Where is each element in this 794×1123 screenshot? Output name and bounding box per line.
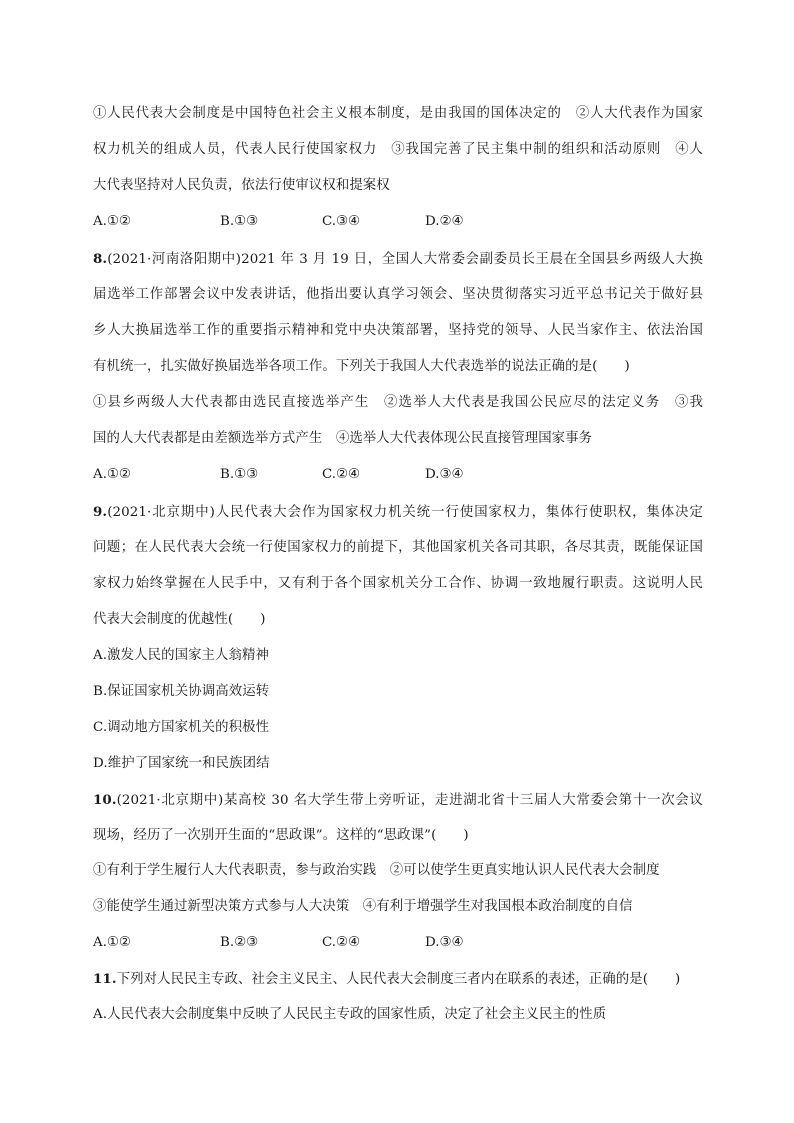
q11-stem-text-1: 下列对人民民主专政、社会主义民主、人民代表大会制度三者内在联系的表述，正确的是( ) <box>116 972 681 987</box>
q10-option-c[interactable]: C.②④ <box>322 935 361 950</box>
q10-stem-line-2: 现场，经历了一次别开生面的“思政课”。这样的“思政课”( ) <box>93 828 469 843</box>
q8-stem-line-4: 有机统一，扎实做好换届选举各项工作。下列关于我国人大代表选举的说法正确的是( ) <box>93 359 630 374</box>
q8-statement-line-1: ①县乡两级人大代表都由选民直接选举产生 ②选举人大代表是我国公民应尽的法定义务 ③我 <box>93 395 703 410</box>
q8-option-a[interactable]: A.①② <box>93 467 131 482</box>
q8-stem-line-2: 届选举工作部署会议中发表讲话，他指出要认真学习领会、坚决贯彻落实习近平总书记关于做好县 <box>93 287 703 302</box>
q11-option-a[interactable]: A.人民代表大会制度集中反映了人民民主专政的国家性质，决定了社会主义民主的性质 <box>93 1007 607 1022</box>
q9-number: 9. <box>93 504 108 520</box>
q7-option-d[interactable]: D.②④ <box>425 214 464 229</box>
q10-stem-text-1: (2021·北京期中)某高校 30 名大学生带上旁听证，走进湖北省十三届人大常委会第十一次会议 <box>116 793 703 808</box>
q10-statement-line-2: ③能使学生通过新型决策方式参与人大决策 ④有利于增强学生对我国根本政治制度的自信 <box>93 899 633 914</box>
q9-stem-line-3: 家权力始终掌握在人民手中，又有利于各个国家机关分工合作、协调一致地履行职责。这说明人民 <box>93 576 703 591</box>
q10-number: 10. <box>93 792 117 808</box>
q7-statement-line-3: 大代表坚持对人民负责，依法行使审议权和提案权 <box>93 178 390 193</box>
q11-number: 11. <box>93 971 117 987</box>
q8-option-d[interactable]: D.③④ <box>425 467 464 482</box>
q7-option-a[interactable]: A.①② <box>93 214 131 229</box>
q8-statement-line-2: 国的人大代表都是由差额选举方式产生 ④选举人大代表体现公民直接管理国家事务 <box>93 431 593 446</box>
q10-option-b[interactable]: B.②③ <box>220 935 259 950</box>
q8-option-b[interactable]: B.①③ <box>220 467 259 482</box>
q8-stem-text-1: (2021·河南洛阳期中)2021 年 3 月 19 日，全国人大常委会副委员长王晨在全国县乡两级人大换 <box>107 252 703 267</box>
q11-stem-line-1 <box>93 970 680 989</box>
q9-option-a[interactable]: A.激发人民的国家主人翁精神 <box>93 648 270 663</box>
q8-stem-line-3: 乡人大换届选举工作的重要指示精神和党中央决策部署，坚持党的领导、人民当家作主、依法治国 <box>93 323 703 338</box>
q9-option-c[interactable]: C.调动地方国家机关的积极性 <box>93 720 270 735</box>
q10-stem-line-1 <box>93 791 703 810</box>
q7-option-c[interactable]: C.③④ <box>322 214 361 229</box>
q10-option-d[interactable]: D.③④ <box>425 935 464 950</box>
q9-stem-line-2: 问题；在人民代表大会统一行使国家权力的前提下，其他国家机关各司其职，各尽其责，既能保证国 <box>93 540 703 555</box>
q10-statement-line-1: ①有利于学生履行人大代表职责，参与政治实践 ②可以使学生更真实地认识人民代表大会制度 <box>93 863 660 878</box>
q7-option-b[interactable]: B.①③ <box>220 214 259 229</box>
q9-option-b[interactable]: B.保证国家机关协调高效运转 <box>93 684 270 699</box>
q10-option-a[interactable]: A.①② <box>93 935 131 950</box>
q9-option-d[interactable]: D.维护了国家统一和民族团结 <box>93 756 270 771</box>
q9-stem-text-1: (2021·北京期中)人民代表大会作为国家权力机关统一行使国家权力，集体行使职权，集体决定 <box>107 505 703 520</box>
q9-stem-line-1 <box>93 503 703 522</box>
q7-statement-line-2: 权力机关的组成人员，代表人民行使国家权力 ③我国完善了民主集中制的组织和活动原则 ④人 <box>93 142 703 157</box>
q8-option-c[interactable]: C.②④ <box>322 467 361 482</box>
q7-statement-line-1: ①人民代表大会制度是中国特色社会主义根本制度，是由我国的国体决定的 ②人大代表作为国家 <box>93 106 703 121</box>
q8-stem-line-1 <box>93 250 703 269</box>
q8-number: 8. <box>93 251 108 267</box>
q9-stem-line-4: 代表大会制度的优越性( ) <box>93 612 266 627</box>
